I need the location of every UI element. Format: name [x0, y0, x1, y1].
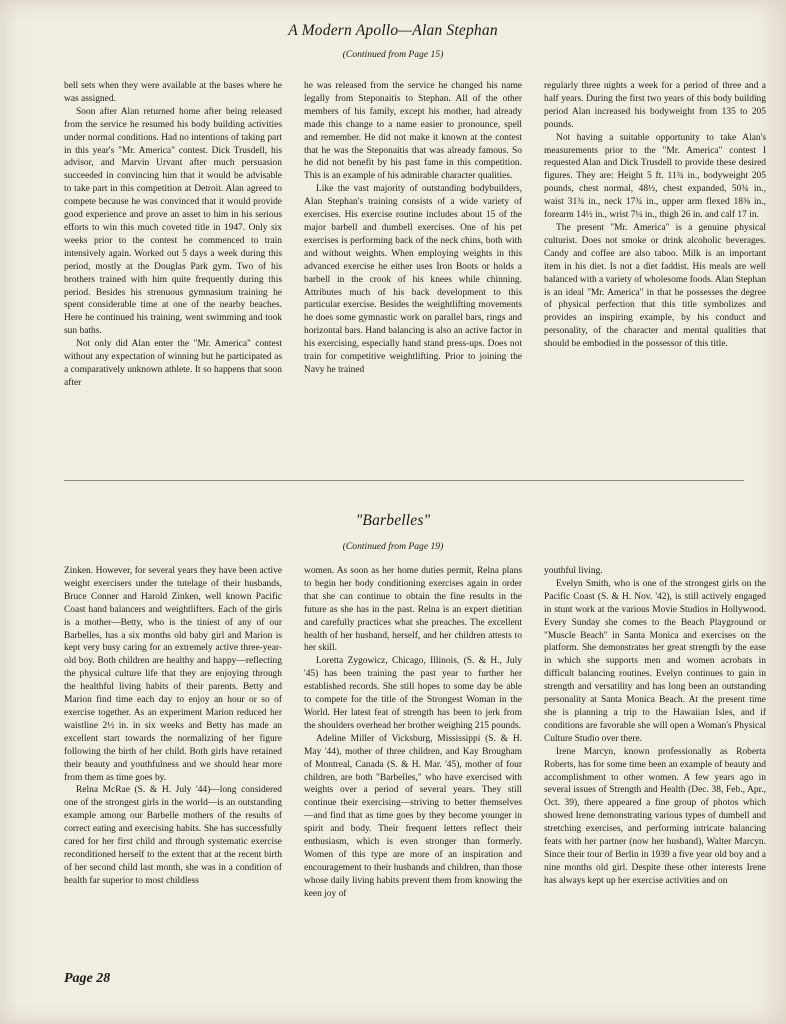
- paragraph: Not having a suitable opportunity to take Alan's measurements prior to the "Mr. America" contest I requested Alan and Dick Trusdell to provide these desired figures. They are: Height 5 ft. 11¾ in., bodyweight 205 pounds, chest normal, 48½, chest expanded, 50¾ in., waist 31¾ in., neck 17¾ in., upper arm flexed 18⅜ in., forearm 14½ in., wrist 7¼ in., thigh 26 in. and calf 17 in.: [544, 132, 766, 221]
- page-number: Page 28: [64, 971, 111, 986]
- article-continued-note-barbelles: (Continued from Page 19): [342, 541, 444, 552]
- article-continued-note-apollo: (Continued from Page 15): [342, 49, 444, 60]
- paragraph: Relna McRae (S. & H. July '44)—long considered one of the strongest girls in the world—is an outstanding example among our Barbelle mothers of the results of correct eating and exercising habits. She has successfully cared for her first child and through systematic exercise reconditioned herself to the extent that at the recent birth of her second child last month, she was in a condition of health far superior to most childless: [64, 785, 282, 886]
- paragraph: The present "Mr. America" is a genuine physical culturist. Does not smoke or drink alcoholic beverages. Candy and coffee are also taboo. Milk is an important item in his diet. Is not a diet faddist. His meals are well balanced with a variety of wholesome foods. Alan Stephan is an ideal "Mr. America" in that he possesses the degree of physical perfection that this title symbolizes and provides an inspiring example, by his conduct and personality, of the character and mental qualities that should be embodied in the possessor of this title.: [544, 222, 766, 350]
- paragraph: Soon after Alan returned home after being released from the service he resumed his body building activities under normal conditions. Had no intentions of taking part in this year's "Mr. America" contest. Dick Trusdell, his advisor, and Marvin Urvant after much persuasion succeeded in convincing him that it would be advisable to take part in this competition at Detroit. Alan agreed to compete because he was convinced that it would provide good experience and prove an asset to him in his serious efforts to win this much coveted title in 1947. Only six weeks prior to the contest he commenced to train intensively again. Worked out 5 days a week during this period, mostly at the Douglas Park gym. Two of his brothers trained with him quite frequently during this period. Besides his strenuous gymnasium training he spent considerable time at one of the nearby beaches. Here he continued his training, went swimming and took sun baths.: [64, 106, 282, 337]
- paragraph: youthful living.: [544, 566, 603, 576]
- article-title-apollo: A Modern Apollo—Alan Stephan: [288, 22, 498, 39]
- article-title-barbelles: "Barbelles": [355, 512, 431, 529]
- paragraph: Irene Marcyn, known professionally as Roberta Roberts, has for some time been an example of beauty and accomplishment to other women. A few years ago in several issues of Strength and Health (Dec. 38, Feb., Apr., Oct. 39), there appeared a fine group of photos which showed Irene demonstrating various types of dumbell and stretching exercises, and performing intricate balancing feats with her partner (now her husband), Walter Marcyn. Since their tour of Berlin in 1939 a five year old boy and a nine months old girl. Despite these other interests Irene has always kept up her exercise activities and on: [544, 746, 766, 886]
- apollo-column-2: [304, 80, 522, 377]
- apollo-column-1: [64, 80, 282, 390]
- paragraph: bell sets when they were available at the bases where he was assigned.: [64, 81, 282, 104]
- barbelles-column-3: [544, 565, 766, 888]
- paragraph: Like the vast majority of outstanding bodybuilders, Alan Stephan's training consists of a wide variety of exercises. His exercise routine includes about 15 of the major barbell and dumbell exercises. One of his pet exercises is performing back of the neck chins, both with and without weights. When employing weights in this advanced exercise he either uses Iron Boots or holds a barbell in the crook of his knees while chinning. Attributes much of his back development to this particular exercise. Besides the weightlifting movements he does some gymnastic work on parallel bars, rings and horizontal bars. Hand balancing is also an active factor in his exercising, especially hand stand press-ups. Does not train for competitive weightlifting. Prior to joining the Navy he trained: [304, 184, 522, 375]
- paragraph: women. As soon as her home duties permit, Relna plans to begin her body conditioning exercises again in order that she can continue to obtain the fine results in the future as she has in the past. Relna is an expert dietitian and carefully practices what she preaches. The excellent health of her husband, herself, and her children attests to her skill.: [304, 566, 522, 654]
- paragraph: Not only did Alan enter the "Mr. America" contest without any expectation of winning but he participated as a comparatively unknown athlete. It so happens that soon after: [64, 339, 282, 388]
- paragraph: he was released from the service he changed his name legally from Steponaitis to Stephan. All of the other members of his family, except his mother, had already made this change to a name easier to pronounce, spell and remember. He did not make it known at the contest that he was the Steponaitis that was already famous. So he did not benefit by his past fame in this competition. This is an example of his admirable character qualities.: [304, 81, 522, 182]
- barbelles-column-1: [64, 565, 282, 888]
- paragraph: Evelyn Smith, who is one of the strongest girls on the Pacific Coast (S. & H. Nov. '42), is still actively engaged in stunt work at the various Movie Studios in Hollywood. Every Sunday she comes to the Beach Playground or "Muscle Beach" in Santa Monica and exercises on the platform. She demonstrates her great strength by the ease in which she supports men and women acrobats in difficult balancing routines. Evelyn continues to gain in strength and versatility and has long been an outstanding personality at Santa Monica Beach. At the present time she is planning a trip to the Hawaiian Isles, and if conditions are favorable she will open a Woman's Physical Culture Studio over there.: [544, 578, 766, 744]
- section-divider: [64, 480, 744, 481]
- apollo-column-3: [544, 80, 766, 351]
- barbelles-column-2: [304, 565, 522, 901]
- paragraph: regularly three nights a week for a period of three and a half years. During the first two years of this body building period Alan increased his bodyweight from 135 to 205 pounds.: [544, 81, 766, 130]
- paragraph: Loretta Zygowicz, Chicago, Illinois, (S. & H., July '45) has been training the past year to further her established records. She still hopes to some day be able to compete for the title of the Strongest Woman in the World. Her latest feat of strength has been to jerk from the shoulders overhead her brother weighing 215 pounds.: [304, 656, 522, 731]
- paragraph: Adeline Miller of Vicksburg, Mississippi (S. & H. May '44), mother of three children, and Kay Brougham of Montreal, Canada (S. & H. Mar. '45), mother of four children, are both "Barbelles," who have exercised with weights over a period of several years. They still continue their exercising—striving to better themselves—and find that as time goes by they become younger in spirit and body. Their frequent letters reflect their enthusiasm, which is even stronger than formerly. Women of this type are more of an inspiration and encouragement to their husbands and children, than those whose daily living habits prevent them from knowing the keen joy of: [304, 733, 522, 899]
- paragraph: Zinken. However, for several years they have been active weight exercisers under the tutelage of their husbands, Bruce Conner and Harold Zinken, well known Pacific Coast hand balancers and weightlifters. Each of the girls is a mother—Betty, who is the tiniest of any of our Barbelles, has a six months old baby girl and Marion is kept very busy caring for an extremely active three-year-old boy. Both children are healthy and happy—reflecting the physical culture life that they are enjoying through the healthful living habits of their parents. Betty and Marion find time each day to enjoy an hour or so of exercise together. As an experiment Marion reduced her waistline 2½ in. in six weeks and Betty has made an excellent start towards the normalizing of her figure following the birth of her child. Both girls have retained their beauty and youthfulness and we should hear more from them as time goes by.: [64, 566, 282, 783]
